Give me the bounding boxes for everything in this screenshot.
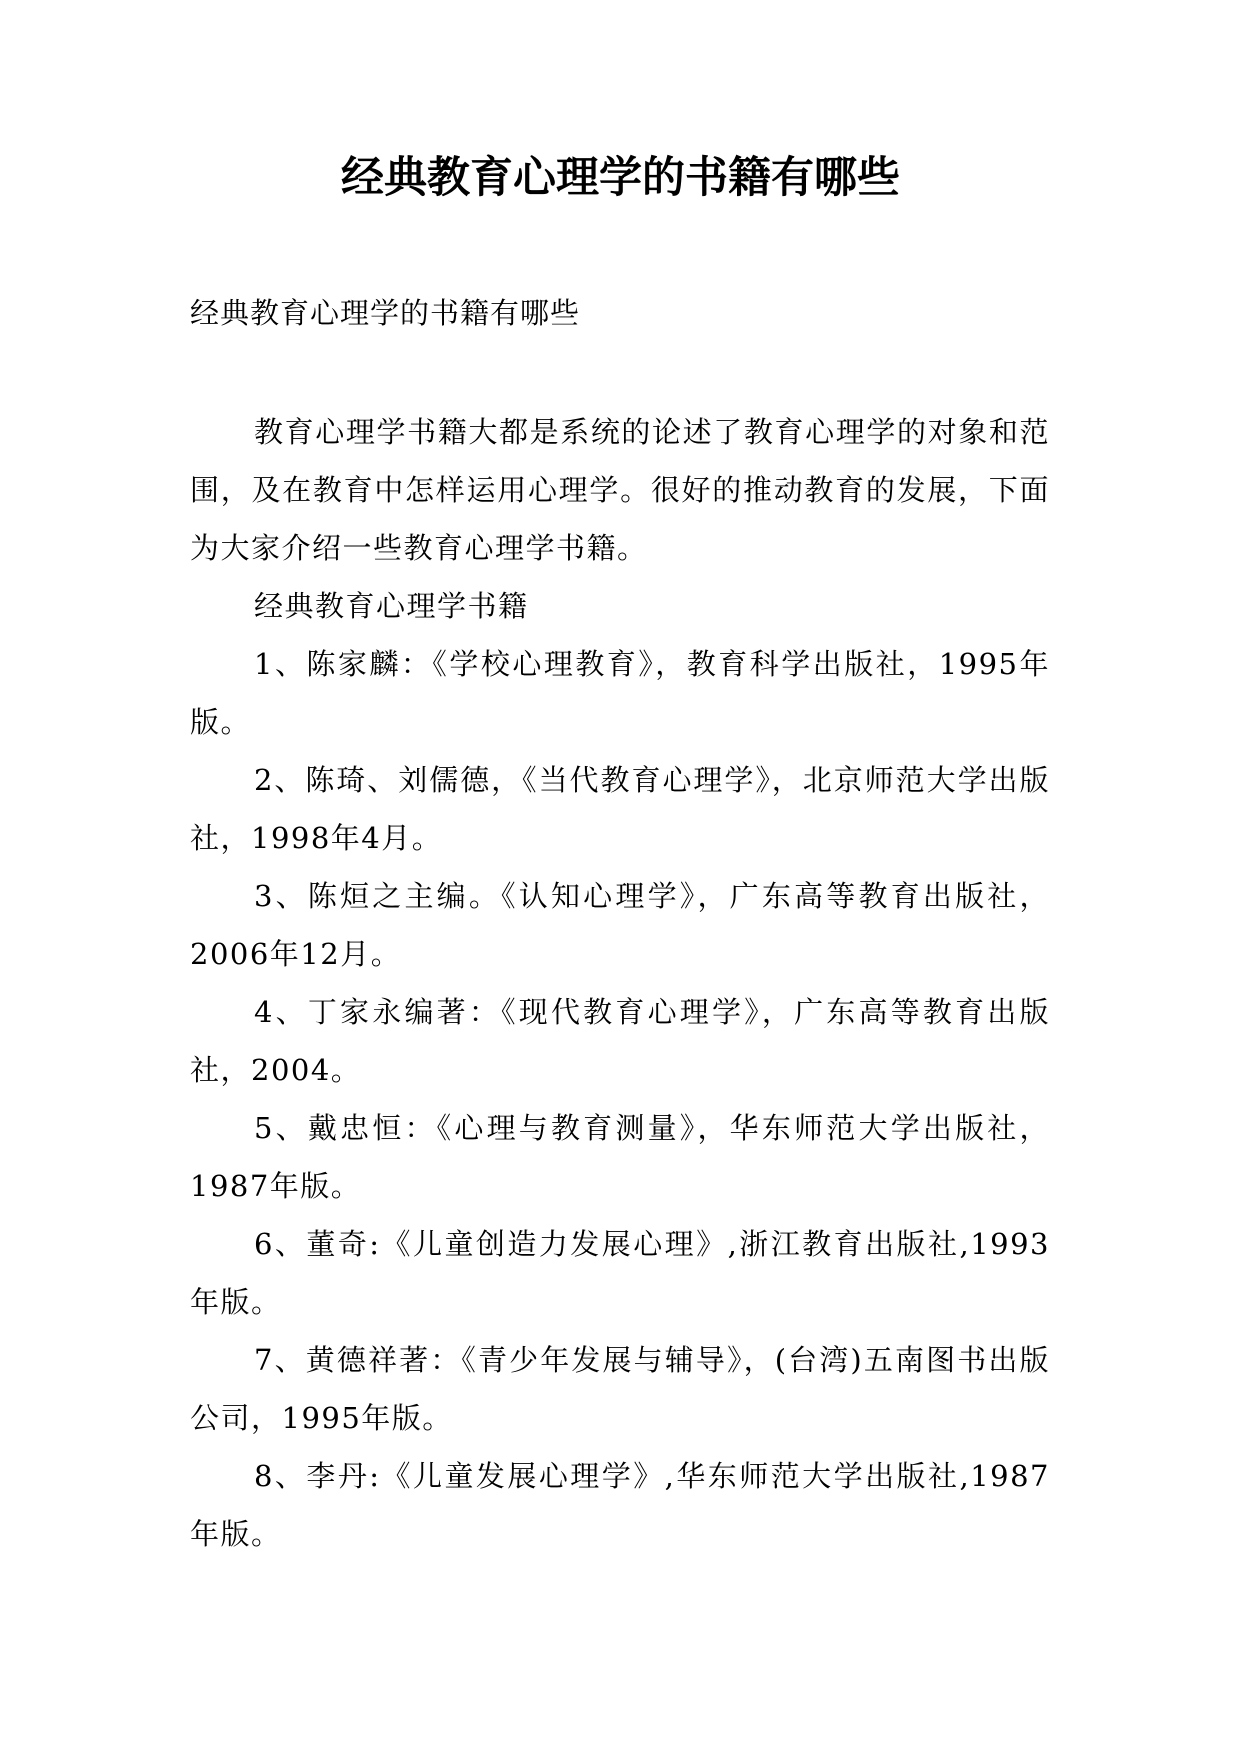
book-item-1: 1、陈家麟：《学校心理教育》，教育科学出版社，1995年版。 (190, 647, 1050, 739)
intro-paragraph: 教育心理学书籍大都是系统的论述了教育心理学的对象和范围，及在教育中怎样运用心理学。很好的推动教育的发展，下面为大家介绍一些教育心理学书籍。 (190, 415, 1050, 565)
book-item-7: 7、黄德祥著：《青少年发展与辅导》，(台湾)五南图书出版公司，1995年版。 (190, 1343, 1050, 1435)
document-body (190, 403, 1050, 1563)
book-item-6: 6、董奇:《儿童创造力发展心理》,浙江教育出版社,1993年版。 (190, 1227, 1050, 1319)
book-item-3: 3、陈烜之主编。《认知心理学》，广东高等教育出版社，2006年12月。 (190, 879, 1050, 971)
document-subtitle: 经典教育心理学的书籍有哪些 (190, 296, 581, 330)
book-item-8: 8、李丹:《儿童发展心理学》,华东师范大学出版社,1987年版。 (190, 1459, 1050, 1551)
book-item-5: 5、戴忠恒：《心理与教育测量》，华东师范大学出版社，1987年版。 (190, 1111, 1050, 1203)
section-heading: 经典教育心理学书籍 (254, 589, 529, 623)
document-title: 经典教育心理学的书籍有哪些 (341, 153, 900, 203)
book-item-2: 2、陈琦、刘儒德，《当代教育心理学》，北京师范大学出版社，1998年4月。 (190, 763, 1050, 855)
book-item-4: 4、丁家永编著：《现代教育心理学》，广东高等教育出版社，2004。 (190, 995, 1050, 1087)
